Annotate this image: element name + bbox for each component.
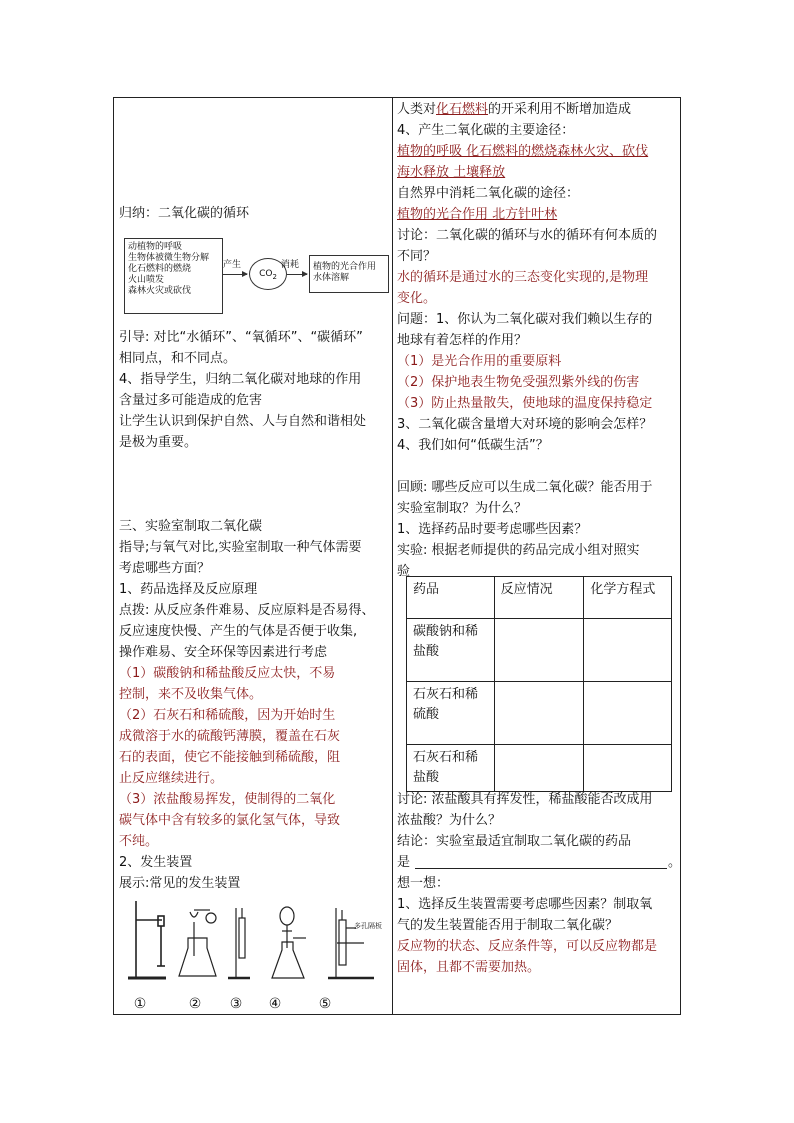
apparatus-plate-label: 多孔隔板 — [354, 922, 382, 930]
cycle-sinks-box — [309, 255, 389, 293]
flask-funnel-icon — [179, 910, 216, 976]
effect-line: （3）防止热量散失，使地球的温度保持稳定 — [397, 396, 653, 411]
point4-title: 4、产生二氧化碳的主要途径： — [397, 123, 575, 138]
think-question-line: 1、选择反生装置需要考虑哪些因素？制取氧 — [397, 897, 653, 912]
right-line1 — [397, 99, 631, 120]
arrow-right-icon — [223, 274, 247, 275]
cycle-source: 化石燃料的燃烧 — [128, 264, 192, 274]
lesson-plan-table — [113, 97, 681, 1015]
hint-line: 点拨: 从反应条件难易、反应原料是否易得、 — [119, 603, 375, 618]
kipp-device-icon — [328, 908, 374, 978]
co2-sub: 2 — [272, 272, 277, 281]
discuss1-line: 讨论：二氧化碳的循环与水的循环有何本质的 — [397, 228, 658, 243]
reason3-line: 碳气体中含有较多的氯化氢气体，导致 — [119, 813, 341, 828]
apparatus-number: ④ — [268, 996, 282, 1012]
effect-line: （2）保护地表生物免受强烈紫外线的伤害 — [397, 375, 640, 390]
reason2-line: （2）石灰石和稀硫酸，因为开始时生 — [119, 708, 336, 723]
table-cell[interactable] — [584, 619, 672, 682]
table-header-row — [407, 577, 672, 619]
table-header-cell: 反应情况 — [494, 577, 584, 619]
table-cell[interactable] — [584, 745, 672, 792]
reason1-line: （1）碳酸钠和稀盐酸反应太快，不易 — [119, 666, 336, 681]
conclusion-line: 结论：实验室最适宜制取二氧化碳的药品 — [397, 834, 632, 849]
apparatus-number: ⑤ — [318, 996, 332, 1012]
section3-title: 三、实验室制取二氧化碳 — [119, 519, 263, 534]
table-cell[interactable] — [494, 745, 584, 792]
question3: 3、二氧化碳含量增大对环境的影响会怎样？ — [397, 417, 653, 432]
guide1-line: 引导: 对比“水循环”、“氧循环”、“碳循环” — [119, 330, 363, 345]
review-line: 回顾: 哪些反应可以生成二氧化碳？能否用于 — [397, 480, 653, 495]
table-cell: 碳酸钠和稀盐酸 — [407, 619, 495, 682]
apparatus-number: ② — [188, 996, 202, 1012]
line1-suffix: 的开采利用不断增加造成 — [488, 102, 632, 117]
table-cell: 石灰石和稀硫酸 — [407, 682, 495, 745]
discuss2-line: 讨论: 浓盐酸具有挥发性，稀盐酸能否改成用 — [397, 792, 653, 807]
cycle-sources-box — [124, 238, 223, 314]
table-header-cell: 药品 — [407, 577, 495, 619]
point4b-line: 是极为重要。 — [119, 435, 198, 450]
question1-line: 地球有着怎样的作用？ — [397, 333, 528, 348]
experiment-line: 验 — [397, 564, 411, 579]
table-cell: 石灰石和稀盐酸 — [407, 745, 495, 792]
select-question: 1、选择药品时要考虑哪些因素？ — [397, 522, 588, 537]
separatory-funnel-icon — [272, 907, 306, 978]
think-answer-line: 反应物的状态、反应条件等，可以反应物都是 — [397, 939, 658, 954]
review-line: 实验室制取？为什么？ — [397, 501, 528, 516]
conclusion-line: 是 — [397, 855, 411, 870]
line1-underlined: 化石燃料 — [436, 102, 489, 117]
table-header-cell: 化学方程式 — [584, 577, 672, 619]
hint-line: 反应速度快慢、产生的气体是否便于收集, — [119, 624, 358, 639]
table-row — [407, 682, 672, 745]
experiment-line: 实验: 根据老师提供的药品完成小组对照实 — [397, 543, 640, 558]
item1-title: 1、药品选择及反应原理 — [119, 582, 258, 597]
show-label: 展示:常见的发生装置 — [119, 876, 241, 891]
discuss1-answer-line: 水的循环是通过水的三态变化实现的,是物理 — [397, 270, 649, 285]
column-divider — [392, 98, 393, 1014]
experiment-table — [406, 576, 672, 792]
consume-answer: 植物的光合作用 北方针叶林 — [397, 207, 558, 222]
reason3-line: （3）浓盐酸易挥发，使制得的二氧化 — [119, 792, 336, 807]
table-row — [407, 745, 672, 792]
point4-line: 含量过多可能造成的危害 — [119, 393, 263, 408]
co2-label: CO — [259, 269, 273, 279]
reason2-line: 止反应继续进行。 — [119, 771, 224, 786]
think-question-line: 气的发生装置能否用于制取二氧化碳？ — [397, 918, 619, 933]
question1-line: 问题：1、你认为二氧化碳对我们赖以生存的 — [397, 312, 653, 327]
table-cell[interactable] — [494, 619, 584, 682]
cycle-sink: 植物的光合作用 — [313, 262, 377, 272]
arrow-right-icon — [287, 274, 307, 275]
reason1-line: 控制，来不及收集气体。 — [119, 687, 263, 702]
hint-line: 操作难易、安全环保等因素进行考虑 — [119, 645, 328, 660]
effect-line: （1）是光合作用的重要原料 — [397, 354, 562, 369]
cycle-source: 火山喷发 — [128, 275, 165, 285]
cycle-source: 动植物的呼吸 — [128, 242, 183, 252]
consume-title: 自然界中消耗二氧化碳的途径： — [397, 186, 580, 201]
sources-answer-line: 植物的呼吸 化石燃料的燃烧森林火灾、砍伐 — [397, 144, 649, 159]
discuss2-line: 浓盐酸？为什么？ — [397, 813, 502, 828]
guide1-line: 相同点，和不同点。 — [119, 351, 237, 366]
discuss1-answer-line: 变化。 — [397, 291, 437, 306]
apparatus-number: ③ — [229, 996, 243, 1012]
reason2-line: 成微溶于水的硫酸钙薄膜，覆盖在石灰 — [119, 729, 341, 744]
conclusion-end: 。 — [668, 855, 682, 870]
think-answer-line: 固体，且都不需要加热。 — [397, 960, 541, 975]
cycle-source: 生物体被微生物分解 — [128, 253, 210, 263]
table-cell[interactable] — [494, 682, 584, 745]
summary-title: 归纳：二氧化碳的循环 — [119, 206, 250, 221]
line1-prefix: 人类对 — [397, 102, 437, 117]
cycle-sink: 水体溶解 — [313, 273, 350, 283]
produce-label: 产生 — [223, 260, 242, 270]
table-cell[interactable] — [584, 682, 672, 745]
point4b-line: 让学生认识到保护自然、人与自然和谐相处 — [119, 414, 367, 429]
iron-stand-icon — [128, 901, 166, 978]
discuss1-line: 不同？ — [397, 249, 437, 264]
consume-label: 消耗 — [281, 260, 300, 270]
test-tube-icon — [228, 908, 250, 978]
think-title: 想一想： — [397, 876, 450, 891]
conclusion-blank[interactable] — [415, 868, 667, 869]
guide2-line: 指导;与氧气对比,实验室制取一种气体需要 — [119, 540, 362, 555]
guide2-line: 考虑哪些方面？ — [119, 561, 211, 576]
item2-title: 2、发生装置 — [119, 855, 193, 870]
reason2-line: 石的表面，使它不能接触到稀硫酸，阻 — [119, 750, 341, 765]
cycle-source: 森林火灾或砍伐 — [128, 286, 192, 296]
sources-answer-line: 海水释放 土壤释放 — [397, 165, 506, 180]
point4-line: 4、指导学生，归纳二氧化碳对地球的作用 — [119, 372, 362, 387]
question4: 4、我们如何“低碳生活”？ — [397, 438, 549, 453]
apparatus-illustration — [124, 898, 384, 988]
table-row — [407, 619, 672, 682]
reason3-line: 不纯。 — [119, 834, 159, 849]
apparatus-number: ① — [133, 996, 147, 1012]
